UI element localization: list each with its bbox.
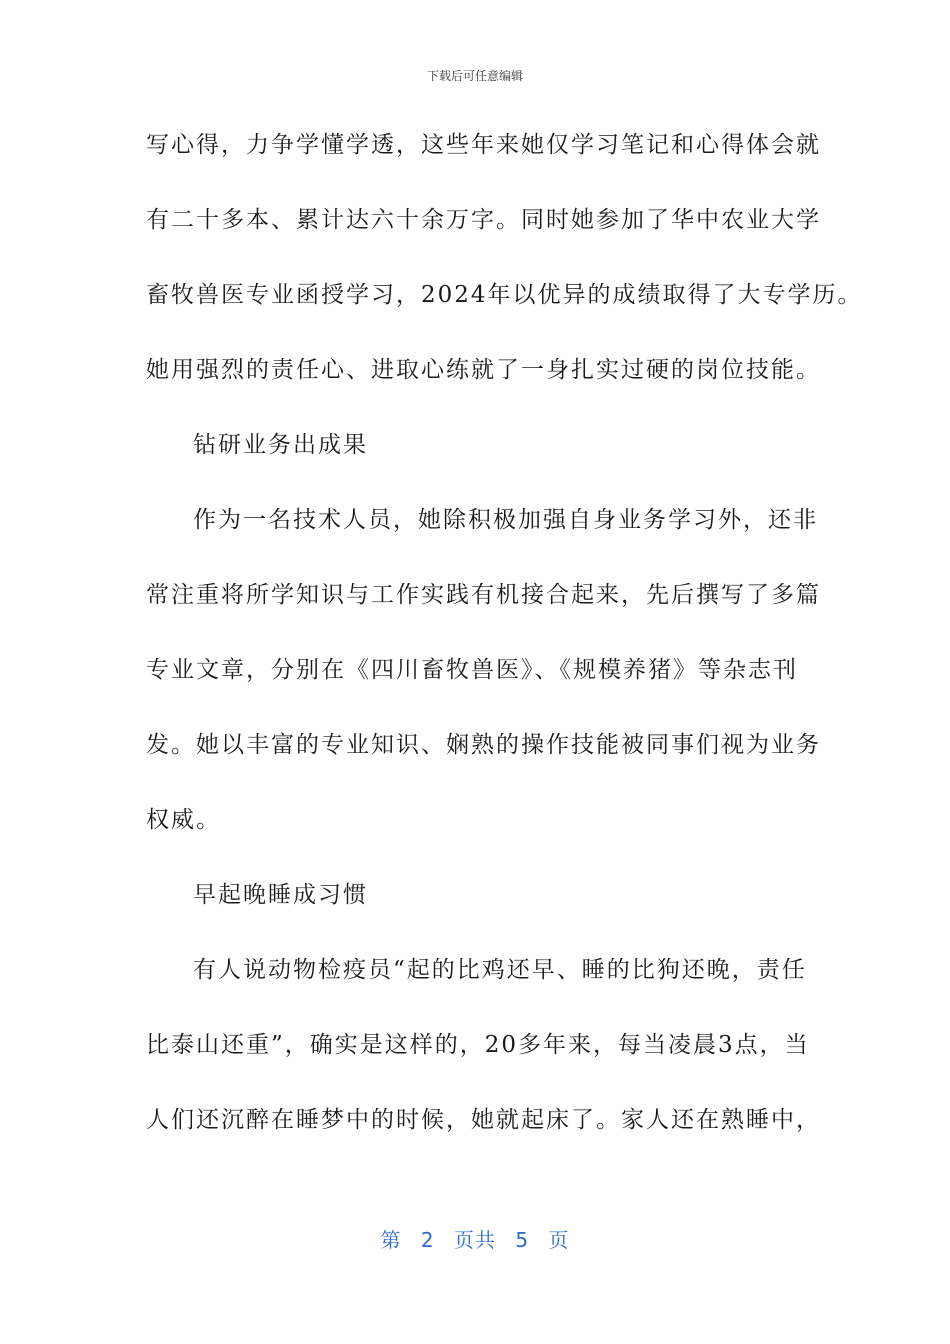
text-line: 权威。 (146, 807, 221, 833)
current-page-number: 2 (420, 1228, 435, 1252)
text-line: 写心得，力争学懂学透，这些年来她仅学习笔记和心得体会就 (146, 132, 821, 158)
text-line: 比泰山还重”，确实是这样的，20多年来，每当凌晨3点，当 (146, 1032, 810, 1058)
footer-middle: 页共 (454, 1228, 496, 1252)
section-heading: 早起晚睡成习惯 (193, 882, 368, 908)
text-line: 畜牧兽医专业函授学习，2024年以优异的成绩取得了大专学历。 (146, 282, 863, 308)
text-line: 人们还沉醉在睡梦中的时候，她就起床了。家人还在熟睡中， (146, 1107, 821, 1133)
text-line: 有二十多本、累计达六十余万字。同时她参加了华中农业大学 (146, 207, 821, 233)
section-heading: 钻研业务出成果 (193, 432, 368, 458)
text-line: 常注重将所学知识与工作实践有机接合起来，先后撰写了多篇 (146, 582, 821, 608)
text-line: 作为一名技术人员，她除积极加强自身业务学习外，还非 (193, 507, 818, 533)
page-footer (0, 1224, 950, 1253)
footer-prefix: 第 (380, 1228, 402, 1252)
text-line: 她用强烈的责任心、进取心练就了一身扎实过硬的岗位技能。 (146, 357, 821, 383)
document-body (146, 124, 863, 1174)
text-line: 发。她以丰富的专业知识、娴熟的操作技能被同事们视为业务 (146, 732, 821, 758)
total-page-count: 5 (515, 1228, 530, 1252)
page-header: 下载后可任意编辑 (426, 69, 523, 83)
footer-suffix: 页 (548, 1228, 570, 1252)
text-line: 专业文章，分别在《四川畜牧兽医》、《规模养猪》等杂志刊 (146, 657, 798, 683)
text-line: 有人说动物检疫员“起的比鸡还早、睡的比狗还晚，责任 (193, 957, 807, 983)
